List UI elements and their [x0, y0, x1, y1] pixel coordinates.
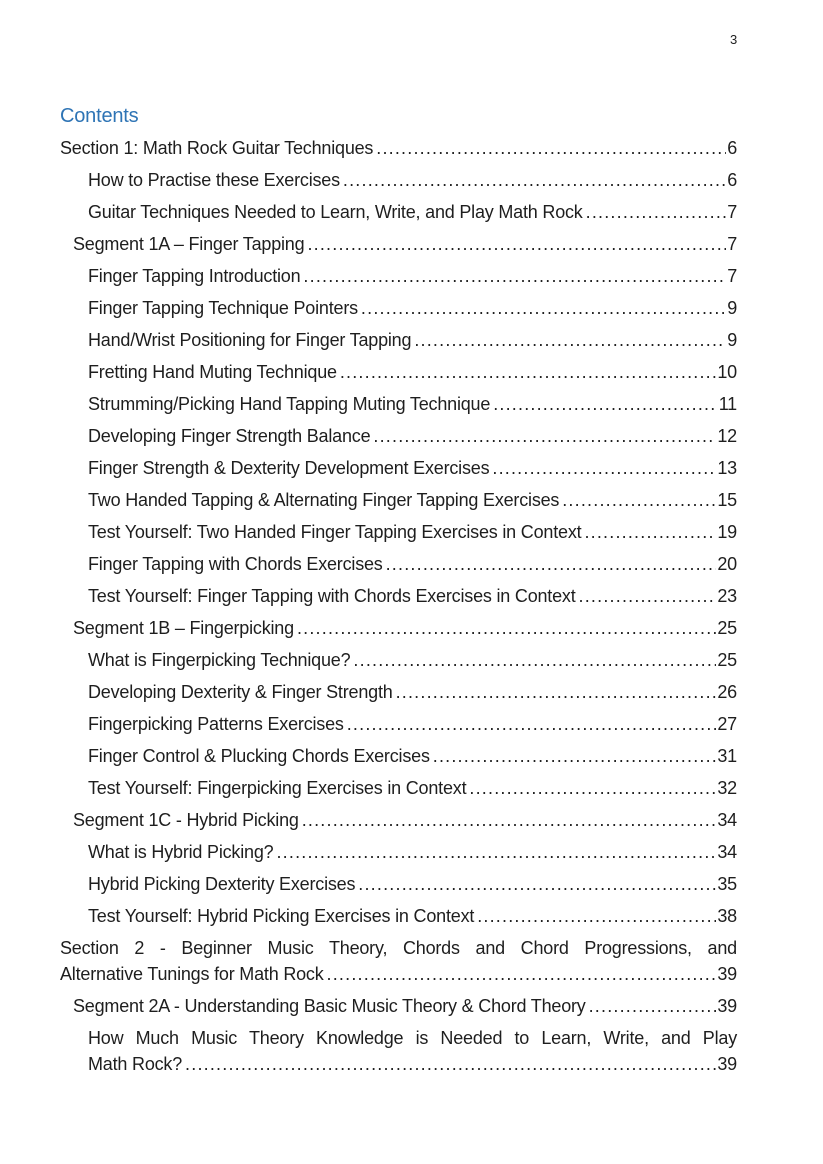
toc-dot-leader	[386, 551, 717, 577]
toc-entry[interactable]	[60, 455, 737, 481]
toc-dot-leader	[469, 775, 716, 801]
toc-dot-leader	[492, 455, 716, 481]
toc-entry[interactable]	[60, 327, 737, 353]
toc-page-number: 34	[717, 810, 737, 830]
toc-dot-leader	[373, 423, 716, 449]
toc-entry[interactable]	[60, 295, 737, 321]
toc-entry[interactable]	[60, 359, 737, 385]
toc-entry[interactable]	[60, 775, 737, 801]
toc-dot-leader	[414, 327, 726, 353]
toc-entry[interactable]	[60, 679, 737, 705]
toc-dot-leader	[584, 519, 716, 545]
toc-page-number: 25	[717, 618, 737, 638]
toc-page-number: 9	[727, 330, 737, 350]
toc-entry[interactable]	[60, 807, 737, 833]
toc-dot-leader	[353, 647, 716, 673]
toc-page-number: 39	[717, 1054, 737, 1074]
toc-dot-leader	[302, 807, 717, 833]
toc-entry[interactable]	[60, 391, 737, 417]
toc-page-number: 6	[727, 170, 737, 190]
toc-entry[interactable]	[60, 135, 737, 161]
toc-entry-title: Finger Tapping with Chords Exercises	[88, 554, 383, 574]
toc-entry[interactable]	[60, 615, 737, 641]
toc-dot-leader	[493, 391, 718, 417]
toc-entry-title: Segment 1C - Hybrid Picking	[73, 810, 299, 830]
toc-page-number: 39	[717, 964, 737, 984]
toc-entry-title: Segment 2A - Understanding Basic Music Theory & Chord Theory	[73, 996, 586, 1016]
toc-page-number: 20	[717, 554, 737, 574]
toc-page-number: 32	[717, 778, 737, 798]
toc-entry-title-line1: How Much Music Theory Knowledge is Needed to Learn, Write, and Play	[88, 1028, 737, 1048]
toc-page-number: 7	[727, 202, 737, 222]
toc-dot-leader	[589, 993, 717, 1019]
toc-page-number: 7	[727, 234, 737, 254]
toc-entry[interactable]	[60, 167, 737, 193]
toc-entry-title: Finger Control & Plucking Chords Exercises	[88, 746, 430, 766]
toc-entry-title: Finger Tapping Technique Pointers	[88, 298, 358, 318]
toc-entry-title: How to Practise these Exercises	[88, 170, 340, 190]
toc-dot-leader	[327, 961, 717, 987]
toc-entry[interactable]	[60, 903, 737, 929]
toc-entry-title: Fretting Hand Muting Technique	[88, 362, 337, 382]
toc-entry-title: Guitar Techniques Needed to Learn, Write, and Play Math Rock	[88, 202, 583, 222]
toc-entry[interactable]	[60, 647, 737, 673]
toc-dot-leader	[358, 871, 716, 897]
toc-entry-title: Math Rock?	[88, 1054, 183, 1074]
toc-dot-leader	[297, 615, 716, 641]
toc-entry-title: Segment 1B – Fingerpicking	[73, 618, 294, 638]
toc-dot-leader	[340, 359, 717, 385]
toc-page-number: 25	[717, 650, 737, 670]
toc-content	[60, 104, 737, 1083]
toc-dot-leader	[562, 487, 716, 513]
toc-entry-title: Finger Tapping Introduction	[88, 266, 301, 286]
toc-entry-title: Test Yourself: Two Handed Finger Tapping Exercises in Context	[88, 522, 582, 542]
toc-entry-title: Test Yourself: Hybrid Picking Exercises in Context	[88, 906, 475, 926]
toc-dot-leader	[396, 679, 717, 705]
toc-dot-leader	[433, 743, 717, 769]
toc-entry-title: Alternative Tunings for Math Rock	[60, 964, 324, 984]
toc-entry[interactable]	[60, 519, 737, 545]
toc-dot-leader	[579, 583, 717, 609]
toc-list	[60, 135, 737, 1077]
toc-entry-title: Hybrid Picking Dexterity Exercises	[88, 874, 356, 894]
toc-page-number: 23	[717, 586, 737, 606]
toc-dot-leader	[343, 167, 726, 193]
toc-page-number: 10	[717, 362, 737, 382]
toc-entry[interactable]	[60, 1025, 737, 1077]
toc-page-number: 12	[717, 426, 737, 446]
toc-page-number: 11	[718, 394, 737, 414]
toc-entry[interactable]	[60, 711, 737, 737]
toc-page-number: 15	[717, 490, 737, 510]
toc-entry[interactable]	[60, 583, 737, 609]
toc-page-number: 35	[717, 874, 737, 894]
toc-page-number: 27	[717, 714, 737, 734]
toc-entry-title: Strumming/Picking Hand Tapping Muting Technique	[88, 394, 491, 414]
toc-entry-title: Hand/Wrist Positioning for Finger Tapping	[88, 330, 412, 350]
toc-entry-title: What is Fingerpicking Technique?	[88, 650, 351, 670]
toc-entry[interactable]	[60, 743, 737, 769]
toc-page-number: 19	[717, 522, 737, 542]
toc-page-number: 6	[727, 138, 737, 158]
toc-entry-title: Developing Dexterity & Finger Strength	[88, 682, 393, 702]
toc-page-number: 34	[717, 842, 737, 862]
toc-dot-leader	[307, 231, 726, 257]
toc-entry[interactable]	[60, 423, 737, 449]
toc-dot-leader	[477, 903, 716, 929]
toc-entry[interactable]	[60, 487, 737, 513]
toc-page-number: 39	[717, 996, 737, 1016]
toc-entry-title: Two Handed Tapping & Alternating Finger Tapping Exercises	[88, 490, 560, 510]
toc-page-number: 38	[717, 906, 737, 926]
toc-dot-leader	[185, 1051, 716, 1077]
toc-entry-title: Developing Finger Strength Balance	[88, 426, 371, 446]
toc-entry-title: Section 1: Math Rock Guitar Techniques	[60, 138, 374, 158]
toc-entry[interactable]	[60, 263, 737, 289]
toc-page-number: 31	[717, 746, 737, 766]
toc-dot-leader	[276, 839, 716, 865]
toc-dot-leader	[586, 199, 727, 225]
toc-page-number: 13	[717, 458, 737, 478]
toc-entry[interactable]	[60, 993, 737, 1019]
toc-entry-title: Test Yourself: Finger Tapping with Chords Exercises in Context	[88, 586, 576, 606]
toc-page-number: 9	[727, 298, 737, 318]
toc-entry[interactable]	[60, 199, 737, 225]
toc-entry-title-line1: Section 2 - Beginner Music Theory, Chords and Chord Progressions, and	[60, 938, 737, 958]
toc-entry-title: What is Hybrid Picking?	[88, 842, 274, 862]
toc-entry-title: Test Yourself: Fingerpicking Exercises in Context	[88, 778, 467, 798]
toc-entry[interactable]	[60, 231, 737, 257]
toc-dot-leader	[361, 295, 726, 321]
toc-entry[interactable]	[60, 839, 737, 865]
toc-page-number: 26	[717, 682, 737, 702]
toc-entry[interactable]	[60, 551, 737, 577]
toc-dot-leader	[347, 711, 717, 737]
toc-entry[interactable]	[60, 871, 737, 897]
toc-dot-leader	[303, 263, 726, 289]
toc-entry-title: Segment 1A – Finger Tapping	[73, 234, 305, 254]
page-number: 3	[729, 32, 737, 47]
toc-entry[interactable]	[60, 935, 737, 987]
toc-dot-leader	[376, 135, 726, 161]
contents-heading: Contents	[60, 105, 139, 127]
toc-entry-title: Finger Strength & Dexterity Development Exercises	[88, 458, 490, 478]
toc-page-number: 7	[727, 266, 737, 286]
toc-entry-title: Fingerpicking Patterns Exercises	[88, 714, 344, 734]
